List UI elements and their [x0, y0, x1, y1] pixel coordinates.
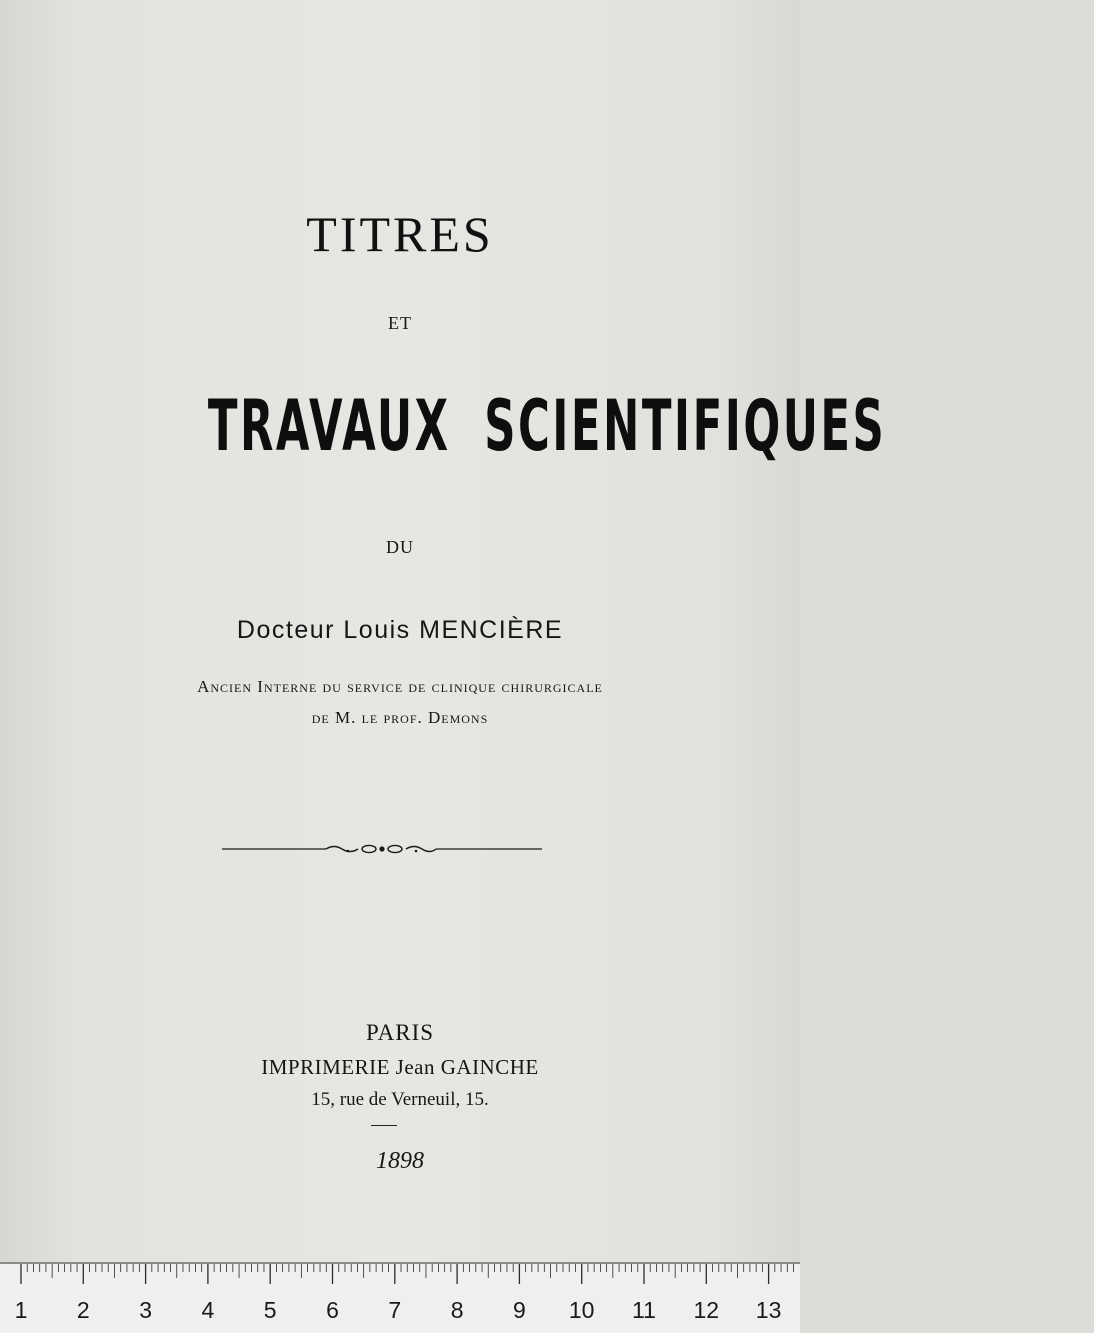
ruler-label: 7 — [388, 1297, 402, 1323]
ruler-label: 9 — [513, 1297, 526, 1323]
ruler-label: 10 — [568, 1297, 595, 1323]
ruler-label: 11 — [632, 1297, 656, 1323]
conjunction-du: DU — [386, 537, 414, 557]
ruler-label: 5 — [263, 1297, 277, 1323]
imprint-year: 1898 — [376, 1148, 424, 1174]
ruler-scale — [0, 1264, 800, 1331]
author-position-line-1: Ancien Interne du service de clinique chirurgicale — [197, 677, 603, 696]
title-line-1: TITRES — [306, 206, 494, 262]
conjunction-et: ET — [388, 313, 412, 333]
ruler-label: 13 — [755, 1297, 782, 1323]
imprint-printer: IMPRIMERIE Jean GAINCHE — [261, 1055, 539, 1079]
ruler-label: 4 — [201, 1297, 215, 1323]
ruler-label: 8 — [450, 1297, 464, 1323]
title-line-2-text: TRAVAUX SCIENTIFIQUES — [207, 385, 887, 467]
ruler-label: 2 — [76, 1297, 90, 1323]
ruler-label: 6 — [326, 1297, 339, 1323]
author-name: Docteur Louis MENCIÈRE — [236, 616, 564, 644]
ornament-divider-icon — [222, 838, 542, 860]
title-line-2 — [0, 385, 887, 467]
ruler-label: 3 — [139, 1297, 152, 1323]
short-rule-divider — [371, 1125, 397, 1126]
imprint-city: PARIS — [365, 1020, 435, 1045]
ruler-label: 1 — [14, 1297, 28, 1323]
measurement-ruler — [0, 1262, 800, 1333]
author-position-line-2: de M. le prof. Demons — [311, 708, 489, 727]
ruler-label: 12 — [693, 1297, 720, 1323]
imprint-address: 15, rue de Verneuil, 15. — [311, 1089, 489, 1110]
